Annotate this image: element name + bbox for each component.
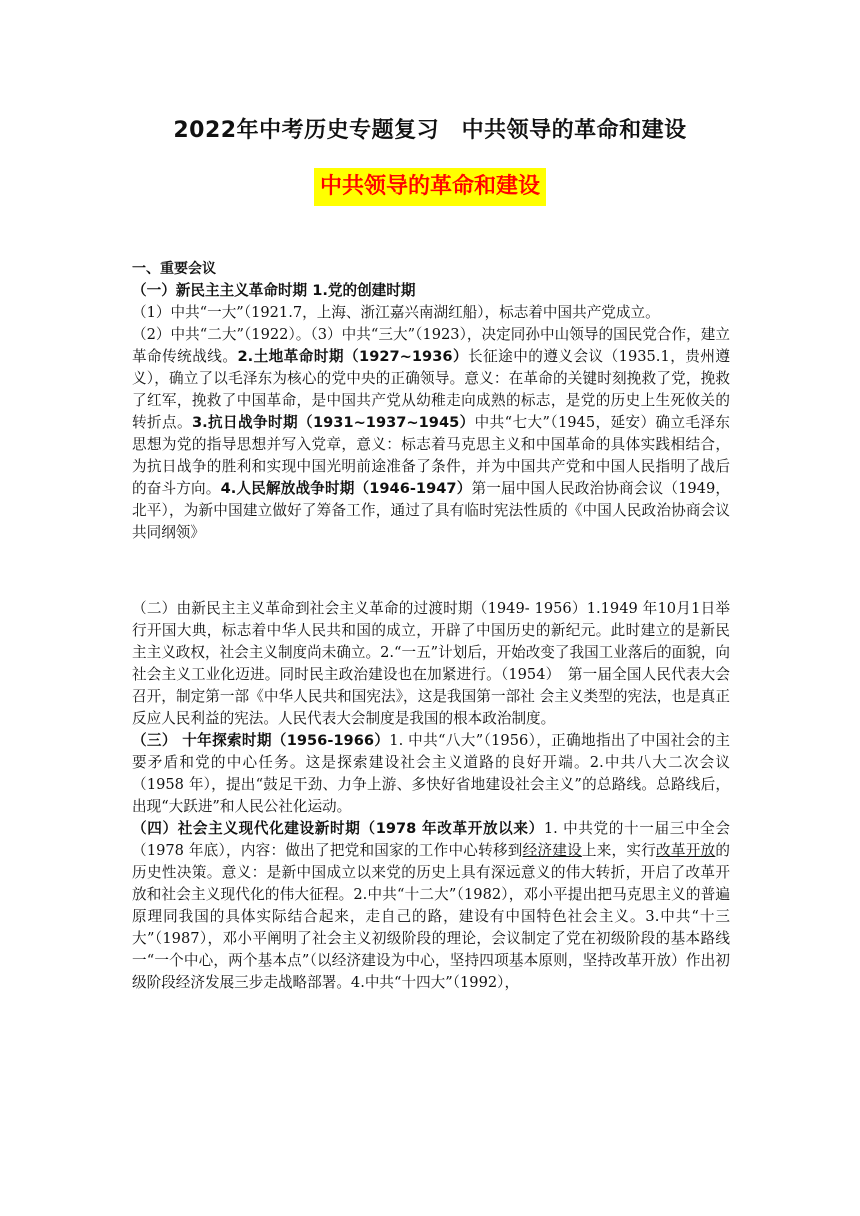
bold-period-label: 4.人民解放战争时期（1946-1947）	[220, 480, 472, 497]
paragraph	[132, 730, 730, 818]
document-title: 2022年中考历史专题复习 中共领导的革命和建设	[173, 118, 687, 143]
subtitle-container	[0, 168, 860, 206]
spacer	[132, 544, 730, 598]
bold-period-label: （四）社会主义现代化建设新时期（1978 年改革开放以来）	[132, 820, 544, 837]
paragraph-text: 1. 中共党的十一届三中全会（1978 年底），内容：做出了把党和国家的工作中心转移到	[132, 820, 730, 859]
paragraph-text: （2）中共“二大”（1922）。（3）中共“三大”（1923），决定同孙中山领导的国民党合作，建立革命传统战线。	[132, 326, 730, 365]
section-heading: 一、重要会议	[132, 261, 216, 277]
paragraph-text: 1. 中共“八大”（1956），正确地指出了中国社会的主要矛盾和党的中心任务。这是探索建设社会主义道路的良好开端。2.中共八大二次会议（1958 年），提出“鼓足干劲、力争上游、多快好省地建设社会主义”的总路线。总路线后，出现“大跃进”和人民公社化运动。	[132, 732, 730, 815]
underlined-term: 改革开放	[656, 842, 716, 859]
underlined-term: 经济建设	[522, 842, 582, 859]
paragraph-text: 第一届中国人民政治协商会议（1949，北平），为新中国建立做好了筹备工作，通过了具有临时宪法性质的《中国人民政治协商会议共同纲领》	[132, 480, 730, 541]
paragraph-text: 长征途中的遵义会议（1935.1，贵州遵义），确立了以毛泽东为核心的党中央的正确领导。意义：在革命的关键时刻挽救了党，挽救了红军，挽救了中国革命，是中国共产党从幼稚走向成熟的标志，是党的历史上生死攸关的转折点。	[132, 348, 730, 431]
document-body	[132, 258, 730, 994]
paragraph-text: 的历史性决策。意义：是新中国成立以来党的历史上具有深远意义的伟大转折，开启了改革开放和社会主义现代化的伟大征程。2.中共“十二大”（1982），邓小平提出把马克思主义的普遍原理同我国的具体实际结合起来，走自己的路，建设有中国特色社会主义。3.中共“十三大”（1987），邓小平阐明了社会主义初级阶段的理论，会议制定了党在初级阶段的基本路线一“一个中心，两个基本点”（以经济建设为中心，坚持四项基本原则，坚持改革开放）作出初级阶段经济发展三步走战略部署。4.中共“十四大”（1992），	[132, 842, 730, 991]
paragraph: （二）由新民主主义革命到社会主义革命的过渡时期（1949- 1956）1.1949 年10月1日举行开国大典，标志着中华人民共和国的成立，开辟了中国历史的新纪元。此时建立的是新民主主义政权，社会主义制度尚未确立。2.“一五”计划后，开始改变了我国工业落后的面貌，向社会主义工业化迈进。同时民主政治建设也在加紧进行。（1954） 第一届全国人民代表大会召开，制定第一部《中华人民共和国宪法》，这是我国第一部社 会主义类型的宪法，也是真正反应人民利益的宪法。人民代表大会制度是我国的根本政治制度。	[132, 600, 731, 727]
paragraph: （1）中共“一大”（1921.7，上海、浙江嘉兴南湖红船），标志着中国共产党成立。	[132, 304, 660, 321]
paragraph	[132, 324, 730, 544]
paragraph	[132, 818, 730, 994]
subsection-heading: （一）新民主主义革命时期 1.党的创建时期	[132, 282, 416, 299]
bold-period-label: （三） 十年探索时期（1956-1966）	[132, 732, 390, 749]
bold-period-label: 3.抗日战争时期（1931~1937~1945）	[191, 414, 475, 431]
paragraph-text: 中共“七大”（1945，延安）确立毛泽东思想为党的指导思想并写入党章，意义：标志着马克思主义和中国革命的具体实践相结合，为抗日战争的胜利和实现中国光明前途准备了条件，并为中国共产党和中国人民指明了战后的奋斗方向。	[132, 414, 730, 497]
paragraph-text: 上来，实行	[581, 842, 657, 859]
highlighted-subtitle: 中共领导的革命和建设	[314, 168, 546, 206]
bold-period-label: 2.土地革命时期（1927~1936）	[237, 348, 469, 365]
